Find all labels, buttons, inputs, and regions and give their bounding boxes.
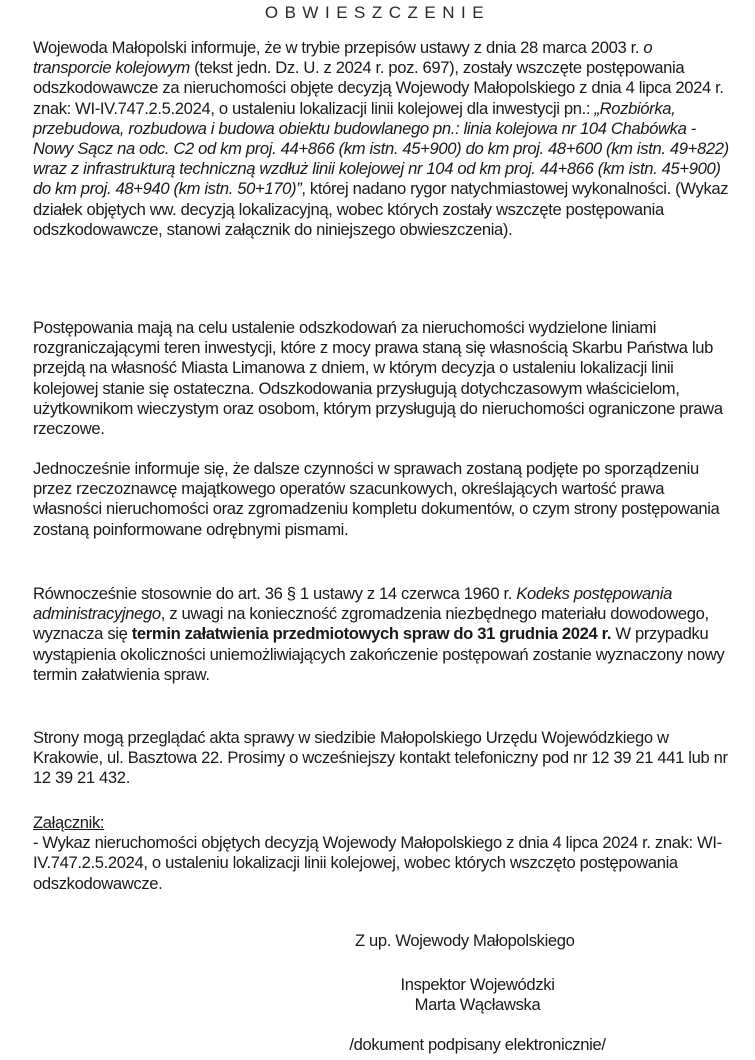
paragraph-purpose: Postępowania mają na celu ustalenie odszkodowań za nieruchomości wydzielone liniami rozgraniczającymi teren inwestycji, które z mocy prawa staną się własnością Skarbu Państwa lub przejdą na własność Miasta Limanowa z dniem, w którym decyzja o ustaleniu lokalizacji linii kolejowej stanie się ostateczna. Odszkodowania przysługują dotychczasowym właścicielom, użytkownikom wieczystym oraz osobom, którym przysługują do nieruchomości ograniczone prawa rzeczowe. <box>33 318 723 439</box>
paragraph-contact: Strony mogą przeglądać akta sprawy w siedzibie Małopolskiego Urzędu Wojewódzkiego w Krakowie, ul. Basztowa 22. Prosimy o wcześniejszy kontakt telefoniczny pod nr 12 39 21 441 lub nr 12 39 21 432. <box>33 728 728 788</box>
attachment-label: Załącznik: <box>33 813 105 832</box>
paragraph-deadline: Równocześnie stosownie do art. 36 § 1 ustawy z 14 czerwca 1960 r. Kodeks postępowania administracyjnego, z uwagi na konieczność zgromadzenia niezbędnego materiału dowodowego, wyznacza się termin załatwienia przedmiotowych spraw do 31 grudnia 2024 r. W przypadku wystąpienia okoliczności uniemożliwiających zakończenie postępowań zostanie wyznaczony nowy termin załatwienia spraw. <box>33 584 725 684</box>
signature-position: Inspektor Wojewódzki <box>400 975 555 994</box>
document-title: OBWIESZCZENIE <box>264 3 491 22</box>
investment-name: „Rozbiórka, przebudowa, rozbudowa i budowa obiektu budowlanego pn.: linia kolejowa nr 104 Chabówka - Nowy Sącz na odc. C2 od km proj. 44+866 (km istn. 45+900) do km proj. 48+600 (km istn. 49+822) wraz z infrastrukturą techniczną wzdłuż linii kolejowej nr 104 od km proj. 44+866 (km istn. 45+900) do km proj. 48+940 (km istn. 50+170)” <box>33 98 729 199</box>
paragraph-intro: Wojewoda Małopolski informuje, że w trybie przepisów ustawy z dnia 28 marca 2003 r. o transporcie kolejowym (tekst jedn. Dz. U. z 2024 r. poz. 697), zostały wszczęte postępowania odszkodowawcze za nieruchomości objęte decyzją Wojewody Małopolskiego z dnia 4 lipca 2024 r. znak: WI-IV.747.2.5.2024, o ustaleniu lokalizacji linii kolejowej dla inwestycji pn.: „Rozbiórka, przebudowa, rozbudowa i budowa obiektu budowlanego pn.: linia kolejowa nr 104 Chabówka - Nowy Sącz na odc. C2 od km proj. 44+866 (km istn. 45+900) do km proj. 48+600 (km istn. 49+822) wraz z infrastrukturą techniczną wzdłuż linii kolejowej nr 104 od km proj. 44+866 (km istn. 45+900) do km proj. 48+940 (km istn. 50+170)”, której nadano rygor natychmiastowej wykonalności. (Wykaz działek objętych ww. decyzją lokalizacyjną, wobec których zostały wszczęte postępowania odszkodowawcze, stanowi załącznik do niniejszego obwieszczenia). <box>33 38 729 239</box>
attachment-section <box>33 813 733 894</box>
attachment-item: - Wykaz nieruchomości objętych decyzją Wojewody Małopolskiego z dnia 4 lipca 2024 r. znak: WI-IV.747.2.5.2024, o ustaleniu lokalizacji linii kolejowej, wobec których wszczęto postępowania odszkodowawcze. <box>33 833 722 893</box>
deadline-text: termin załatwienia przedmiotowych spraw do 31 grudnia 2024 r. <box>131 624 612 644</box>
signature-on-behalf: Z up. Wojewody Małopolskiego <box>355 931 575 950</box>
act-title: o transporcie kolejowym <box>33 38 653 78</box>
paragraph-next-steps: Jednocześnie informuje się, że dalsze czynności w sprawach zostaną podjęte po sporządzeniu przez rzeczoznawcę majątkowego operatów szacunkowych, określających wartość prawa własności nieruchomości oraz zgromadzeniu kompletu dokumentów, o czym strony postępowania zostaną poinformowane odrębnymi pismami. <box>33 459 720 539</box>
code-title: Kodeks postępowania administracyjnego <box>33 584 672 624</box>
signature-note: /dokument podpisany elektronicznie/ <box>349 1035 606 1054</box>
signature-name: Marta Wącławska <box>414 995 541 1014</box>
